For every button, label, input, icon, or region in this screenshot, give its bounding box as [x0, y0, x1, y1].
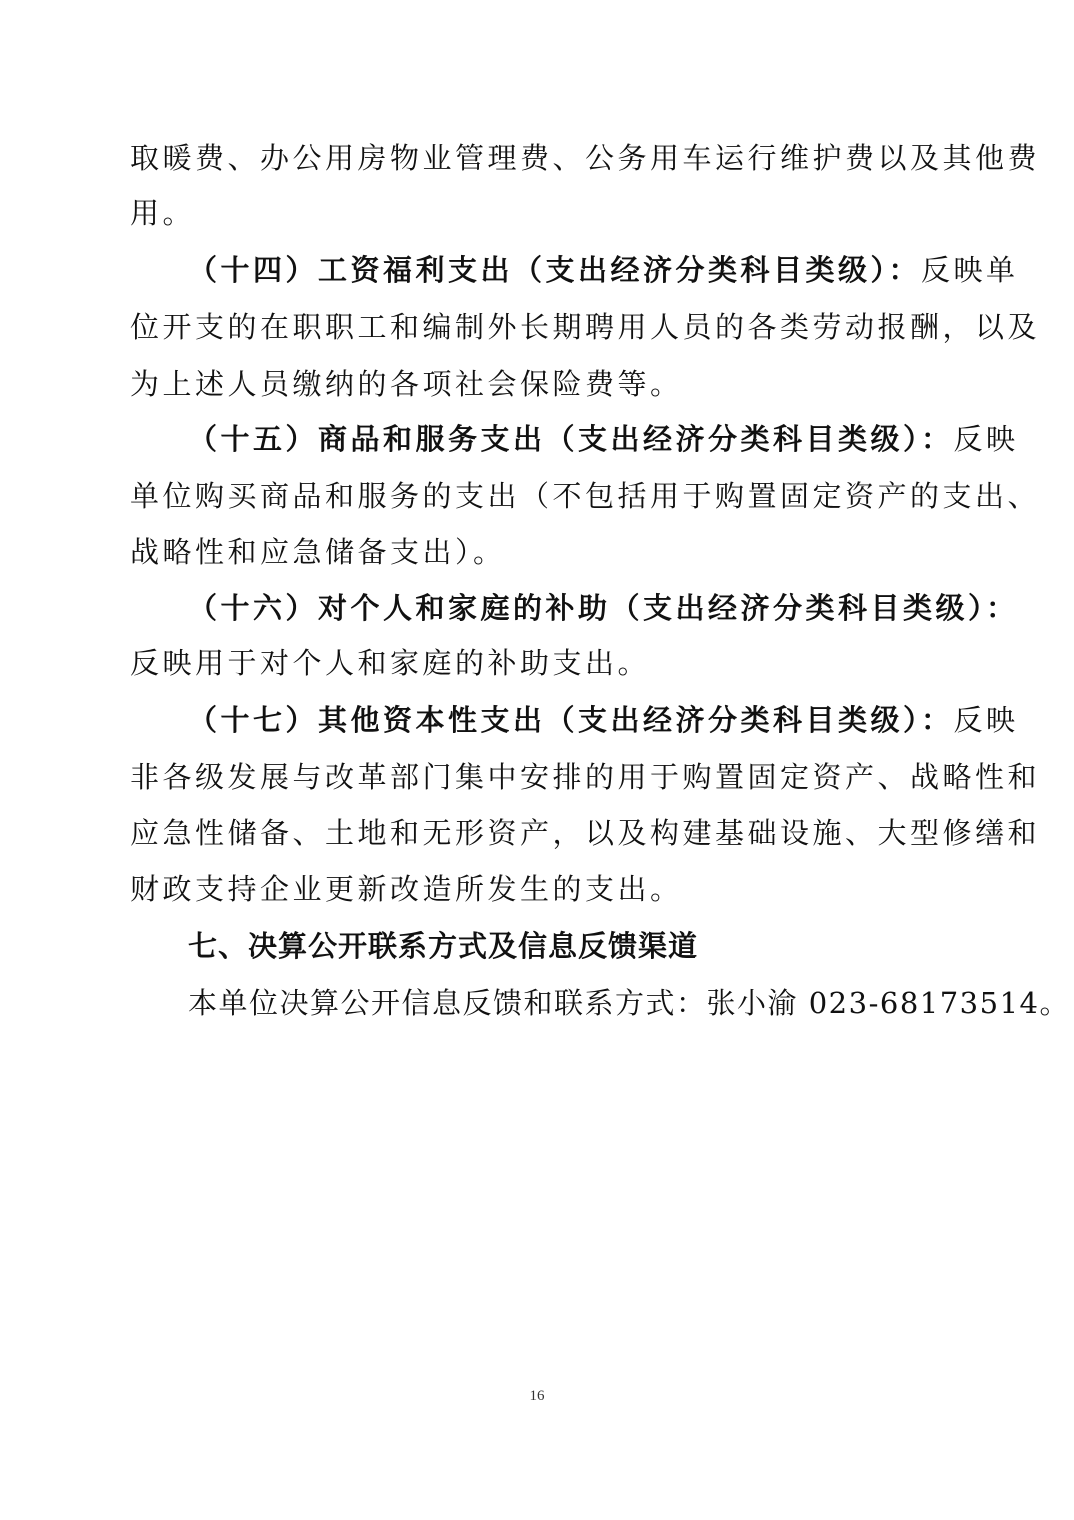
item14-line1-rest: 反映单: [921, 253, 1019, 287]
item17-line-3: 应急性储备、土地和无形资产，以及构建基础设施、大型修缮和: [130, 816, 1041, 850]
item17-line-4: 财政支持企业更新改造所发生的支出。: [130, 872, 683, 906]
item17-label: （十七）其他资本性支出（支出经济分类科目类级）：: [188, 703, 954, 737]
continuation-line-2: 用。: [130, 196, 196, 230]
item14-first-line: [188, 250, 1019, 290]
section7-contact: 本单位决算公开信息反馈和联系方式：张小渝 023-68173514。: [188, 986, 1070, 1020]
item16-label: （十六）对个人和家庭的补助（支出经济分类科目类级）：: [188, 591, 1019, 625]
item17-line-2: 非各级发展与改革部门集中安排的用于购置固定资产、战略性和: [130, 760, 1041, 794]
item15-line1-rest: 反映: [953, 422, 1019, 456]
section7-heading: 七、决算公开联系方式及信息反馈渠道: [188, 929, 699, 963]
item15-label: （十五）商品和服务支出（支出经济分类科目类级）：: [188, 422, 954, 456]
item17-line1-rest: 反映: [953, 703, 1019, 737]
continuation-line-1: 取暖费、办公用房物业管理费、公务用车运行维护费以及其他费: [130, 141, 1041, 175]
item16-line-2: 反映用于对个人和家庭的补助支出。: [130, 646, 651, 680]
item14-line-3: 为上述人员缴纳的各项社会保险费等。: [130, 367, 683, 401]
item15-line-2: 单位购买商品和服务的支出（不包括用于购置固定资产的支出、: [130, 479, 1041, 513]
item14-line-2: 位开支的在职职工和编制外长期聘用人员的各类劳动报酬，以及: [130, 310, 1041, 344]
item16-first-line: [188, 588, 1019, 628]
item17-first-line: [188, 700, 1019, 740]
page-number: 16: [529, 1388, 545, 1404]
item15-first-line: [188, 419, 1019, 459]
item14-label: （十四）工资福利支出（支出经济分类科目类级）：: [188, 253, 922, 287]
item15-line-3: 战略性和应急储备支出）。: [130, 535, 506, 569]
